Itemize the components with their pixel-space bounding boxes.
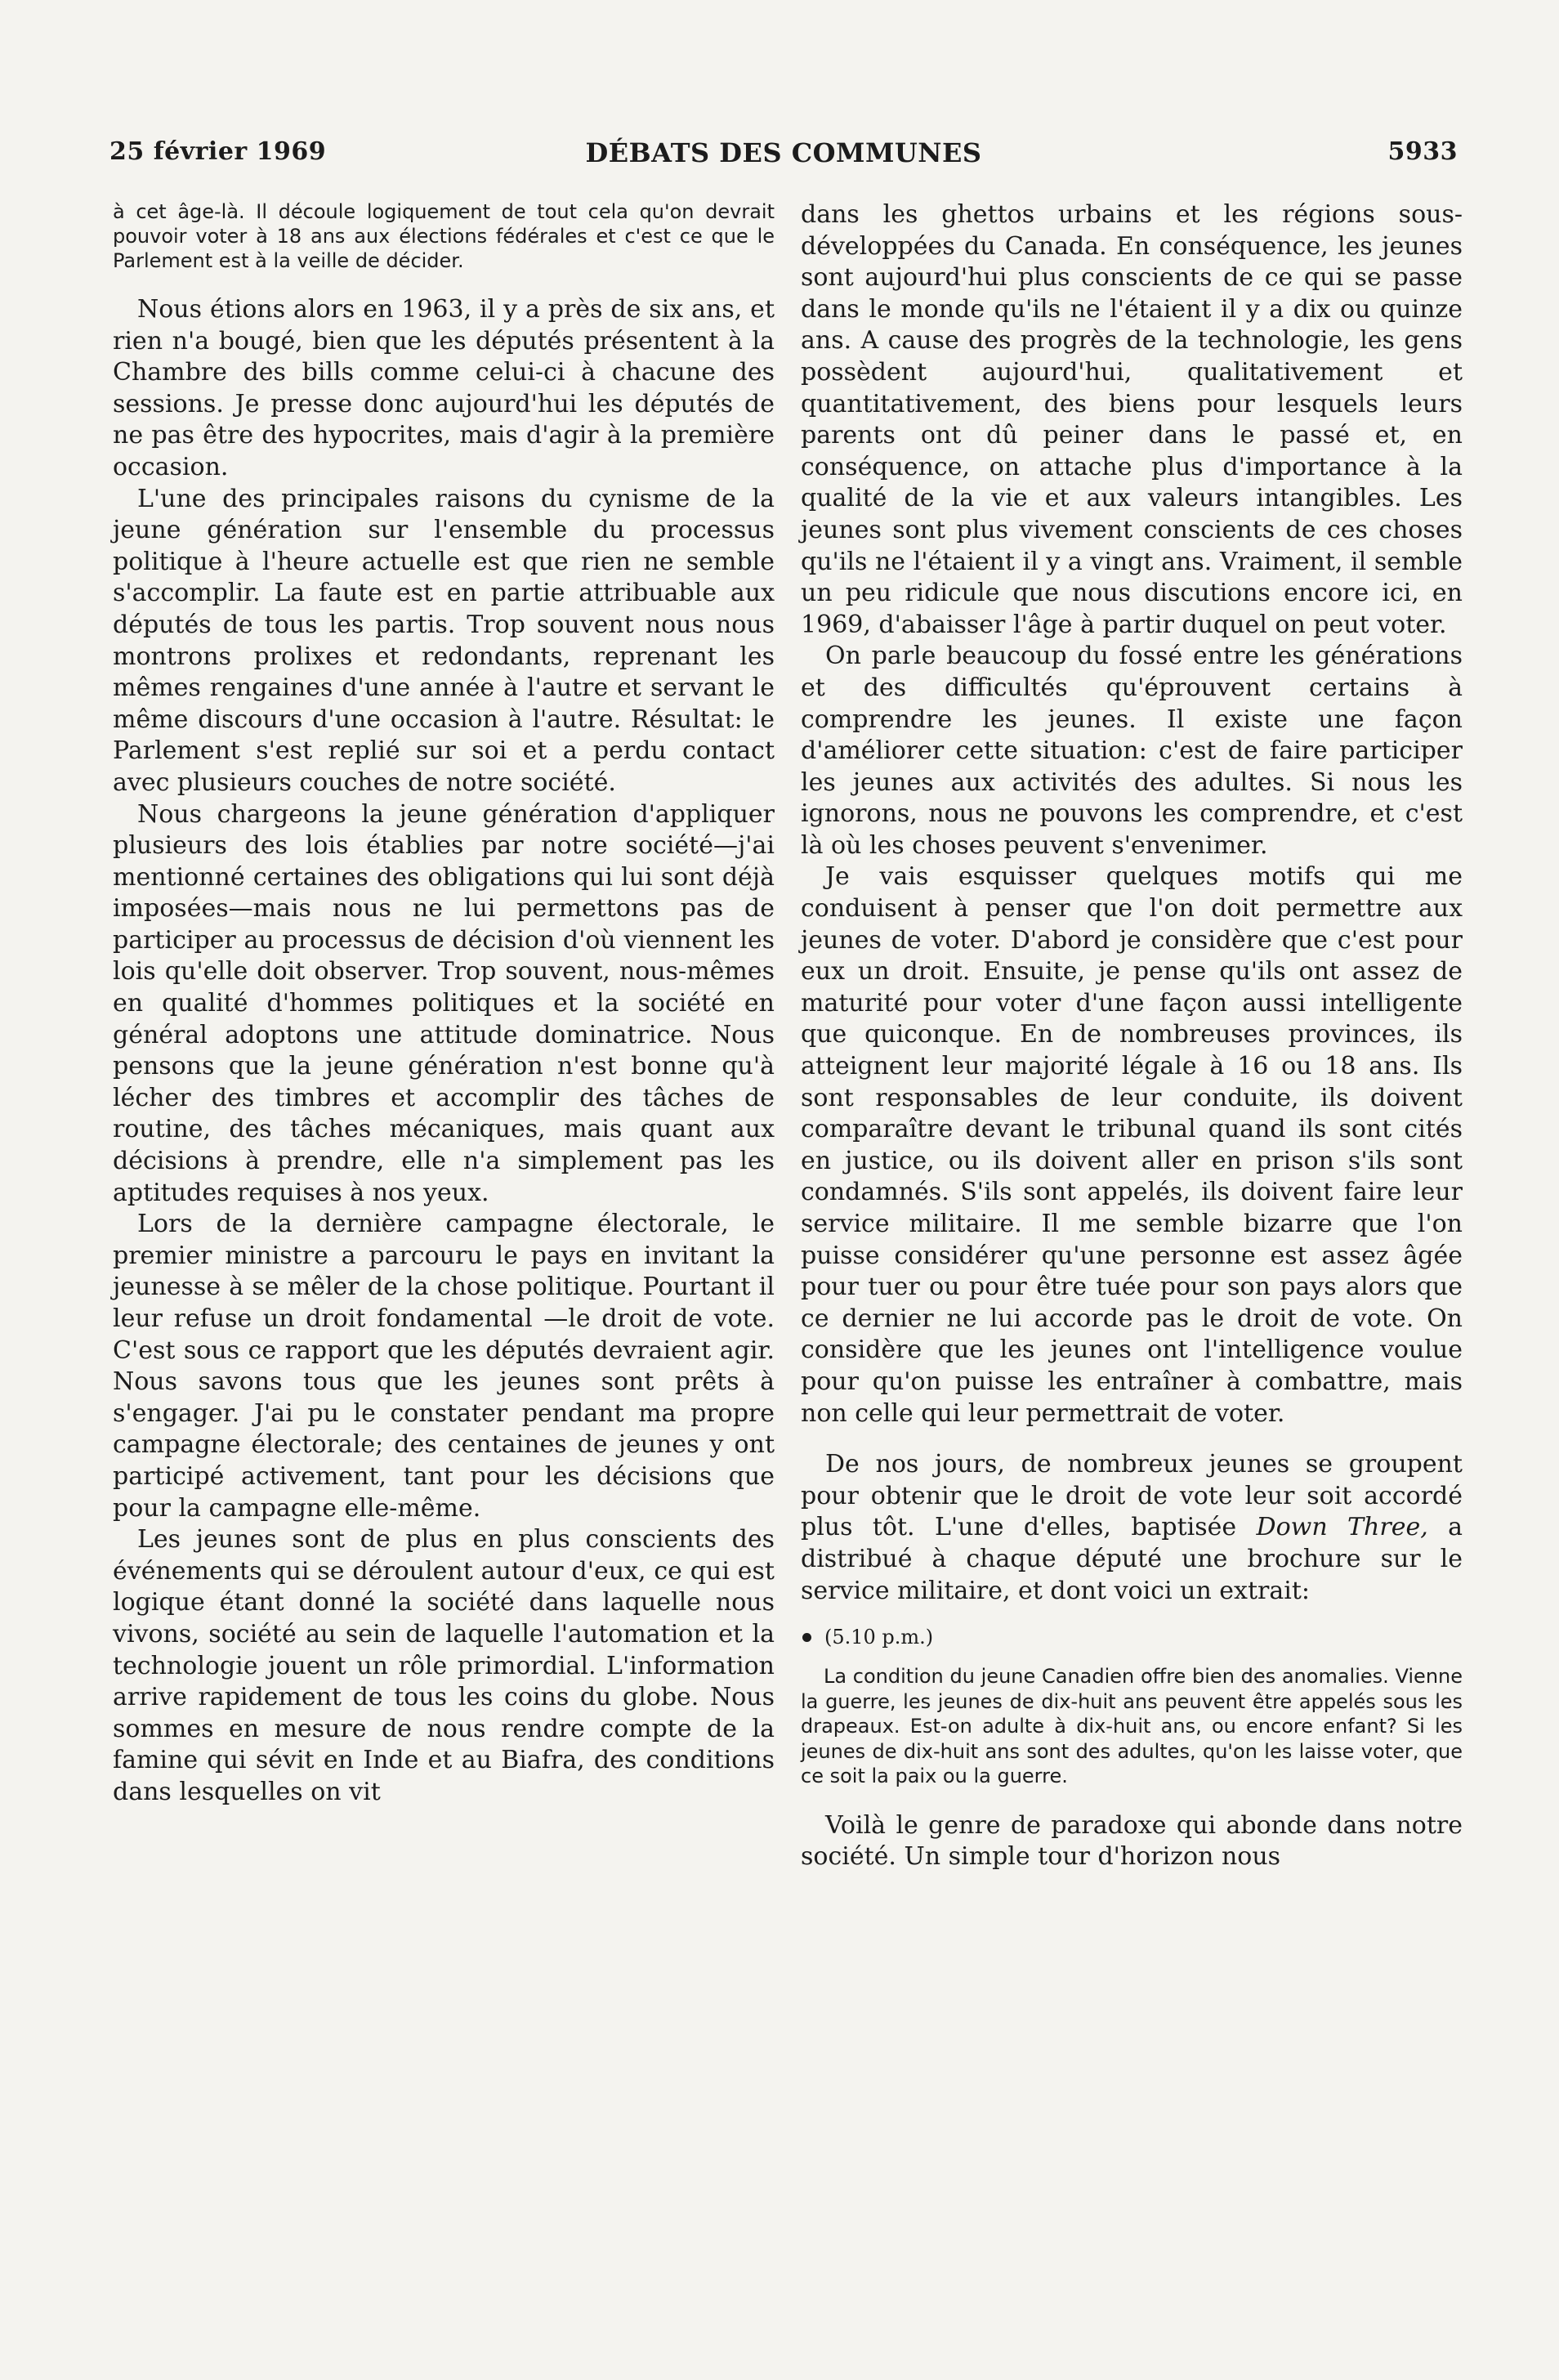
paragraph: Les jeunes sont de plus en plus conscients des événements qui se déroulent autour d'eux, ce qui est logique étant donné la société dans laquelle nous vivons, société au sein de laquelle l'automation et la technologie jouent un rôle primordial. L'information arrive rapidement de tous les coins du globe. Nous sommes en mesure de nous rendre compte de la famine qui sévit en Inde et au Biafra, des conditions dans lesquelles on vit (113, 1525, 775, 1806)
bullet-icon (802, 1633, 811, 1642)
left-column (113, 199, 775, 1809)
time-stamp (801, 1625, 1463, 1649)
lead-paragraph: à cet âge-là. Il découle logiquement de tout cela qu'on devrait pouvoir voter à 18 ans aux élections fédérales et c'est ce que le Parlement est à la veille de décider. (113, 200, 775, 272)
organization-name: Down Three, (1256, 1513, 1428, 1542)
page-header (109, 137, 1458, 177)
header-title: DÉBATS DES COMMUNES (585, 137, 982, 168)
paragraph: Voilà le genre de paradoxe qui abonde dans notre société. Un simple tour d'horizon nous (801, 1810, 1463, 1872)
page-number: 5933 (1387, 137, 1458, 166)
paragraph: Lors de la dernière campagne électorale, le premier ministre a parcouru le pays en invitant la jeunesse à se mêler de la chose politique. Pourtant il leur refuse un droit fondamental —le droit de vote. C'est sous ce rapport que les députés devraient agir. Nous savons tous que les jeunes sont prêts à s'engager. J'ai pu le constater pendant ma propre campagne électorale; des centaines de jeunes y ont participé activement, tant pour les décisions que pour la campagne elle-même. (113, 1210, 775, 1523)
paragraph: Nous chargeons la jeune génération d'appliquer plusieurs des lois établies par notre société—j'ai mentionné certaines des obligations qui lui sont déjà imposées—mais nous ne lui permettons pas de participer au processus de décision d'où viennent les lois qu'elle doit observer. Trop souvent, nous-mêmes en qualité d'hommes politiques et la société en général adoptons une attitude dominatrice. Nous pensons que la jeune génération n'est bonne qu'à lécher des timbres et accomplir des tâches de routine, des tâches mécaniques, mais quant aux décisions à prendre, elle n'a simplement pas les aptitudes requises à nos yeux. (113, 799, 775, 1207)
time-stamp-text: (5.10 p.m.) (824, 1626, 934, 1649)
paragraph: Je vais esquisser quelques motifs qui me conduisent à penser que l'on doit permettre aux jeunes de voter. D'abord je considère que c'est pour eux un droit. Ensuite, je pense qu'ils ont assez de maturité pour voter d'une façon aussi intelligente que quiconque. En de nombreuses provinces, ils atteignent leur majorité légale à 16 ou 18 ans. Ils sont responsables de leur conduite, ils doivent comparaître devant le tribunal quand ils sont cités en justice, ou ils doivent aller en prison s'ils sont condamnés. S'ils sont appelés, ils doivent faire leur service militaire. Il me semble bizarre que l'on puisse considérer qu'une personne est assez âgée pour tuer ou pour être tuée pour son pays alors que ce dernier ne lui accorde pas le droit de vote. On considère que les jeunes ont l'intelligence voulue pour qu'on puisse les entraîner à combattre, mais non celle qui leur permettrait de voter. (801, 862, 1463, 1428)
block-quote: La condition du jeune Canadien offre bien des anomalies. Vienne la guerre, les jeunes de dix-huit ans peuvent être appelés sous les drapeaux. Est-on adulte à dix-huit ans, ou encore enfant? Si les jeunes de dix-huit ans sont des adultes, qu'on les laisse voter, que ce soit la paix ou la guerre. (801, 1665, 1463, 1788)
right-column (801, 199, 1463, 1873)
paragraph: Nous étions alors en 1963, il y a près de six ans, et rien n'a bougé, bien que les députés présentent à la Chambre des bills comme celui-ci à chacune des sessions. Je presse donc aujourd'hui les députés de ne pas être des hypocrites, mais d'agir à la première occasion. (113, 295, 775, 481)
paragraph: L'une des principales raisons du cynisme de la jeune génération sur l'ensemble du processus politique à l'heure actuelle est que rien ne semble s'accomplir. La faute est en partie attribuable aux députés de tous les partis. Trop souvent nous nous montrons prolixes et redondants, reprenant les mêmes rengaines d'une année à l'autre et servant le même discours d'une occasion à l'autre. Résultat: le Parlement s'est replié sur soi et a perdu contact avec plusieurs couches de notre société. (113, 484, 775, 797)
paragraph: On parle beaucoup du fossé entre les générations et des difficultés qu'éprouvent certains à comprendre les jeunes. Il existe une façon d'améliorer cette situation: c'est de faire participer les jeunes aux activités des adultes. Si nous les ignorons, nous ne pouvons les comprendre, et c'est là où les choses peuvent s'envenimer. (801, 642, 1463, 860)
header-date: 25 février 1969 (109, 137, 327, 166)
paragraph: dans les ghettos urbains et les régions sous-développées du Canada. En conséquence, les jeunes sont aujourd'hui plus conscients de ce qui se passe dans le monde qu'ils ne l'étaient il y a dix ou quinze ans. A cause des progrès de la technologie, les gens possèdent aujourd'hui, qualitativement et quantitativement, des biens pour lesquels leurs parents ont dû peiner dans le passé et, en conséquence, on attache plus d'importance à la qualité de la vie et aux valeurs intangibles. Les jeunes sont plus vivement conscients de ces choses qu'ils ne l'étaient il y a vingt ans. Vraiment, il semble un peu ridicule que nous discutions encore ici, en 1969, d'abaisser l'âge à partir duquel on peut voter. (801, 200, 1463, 639)
text-segment: a distribué à chaque député une brochure sur le service militaire, et dont voici un extrait: (801, 1513, 1463, 1605)
text-segment: De nos jours, de nombreux jeunes se groupent pour obtenir que le droit de vote leur soit accordé plus tôt. L'une d'elles, baptisée (801, 1450, 1463, 1542)
paragraph-down-three (801, 1449, 1463, 1607)
